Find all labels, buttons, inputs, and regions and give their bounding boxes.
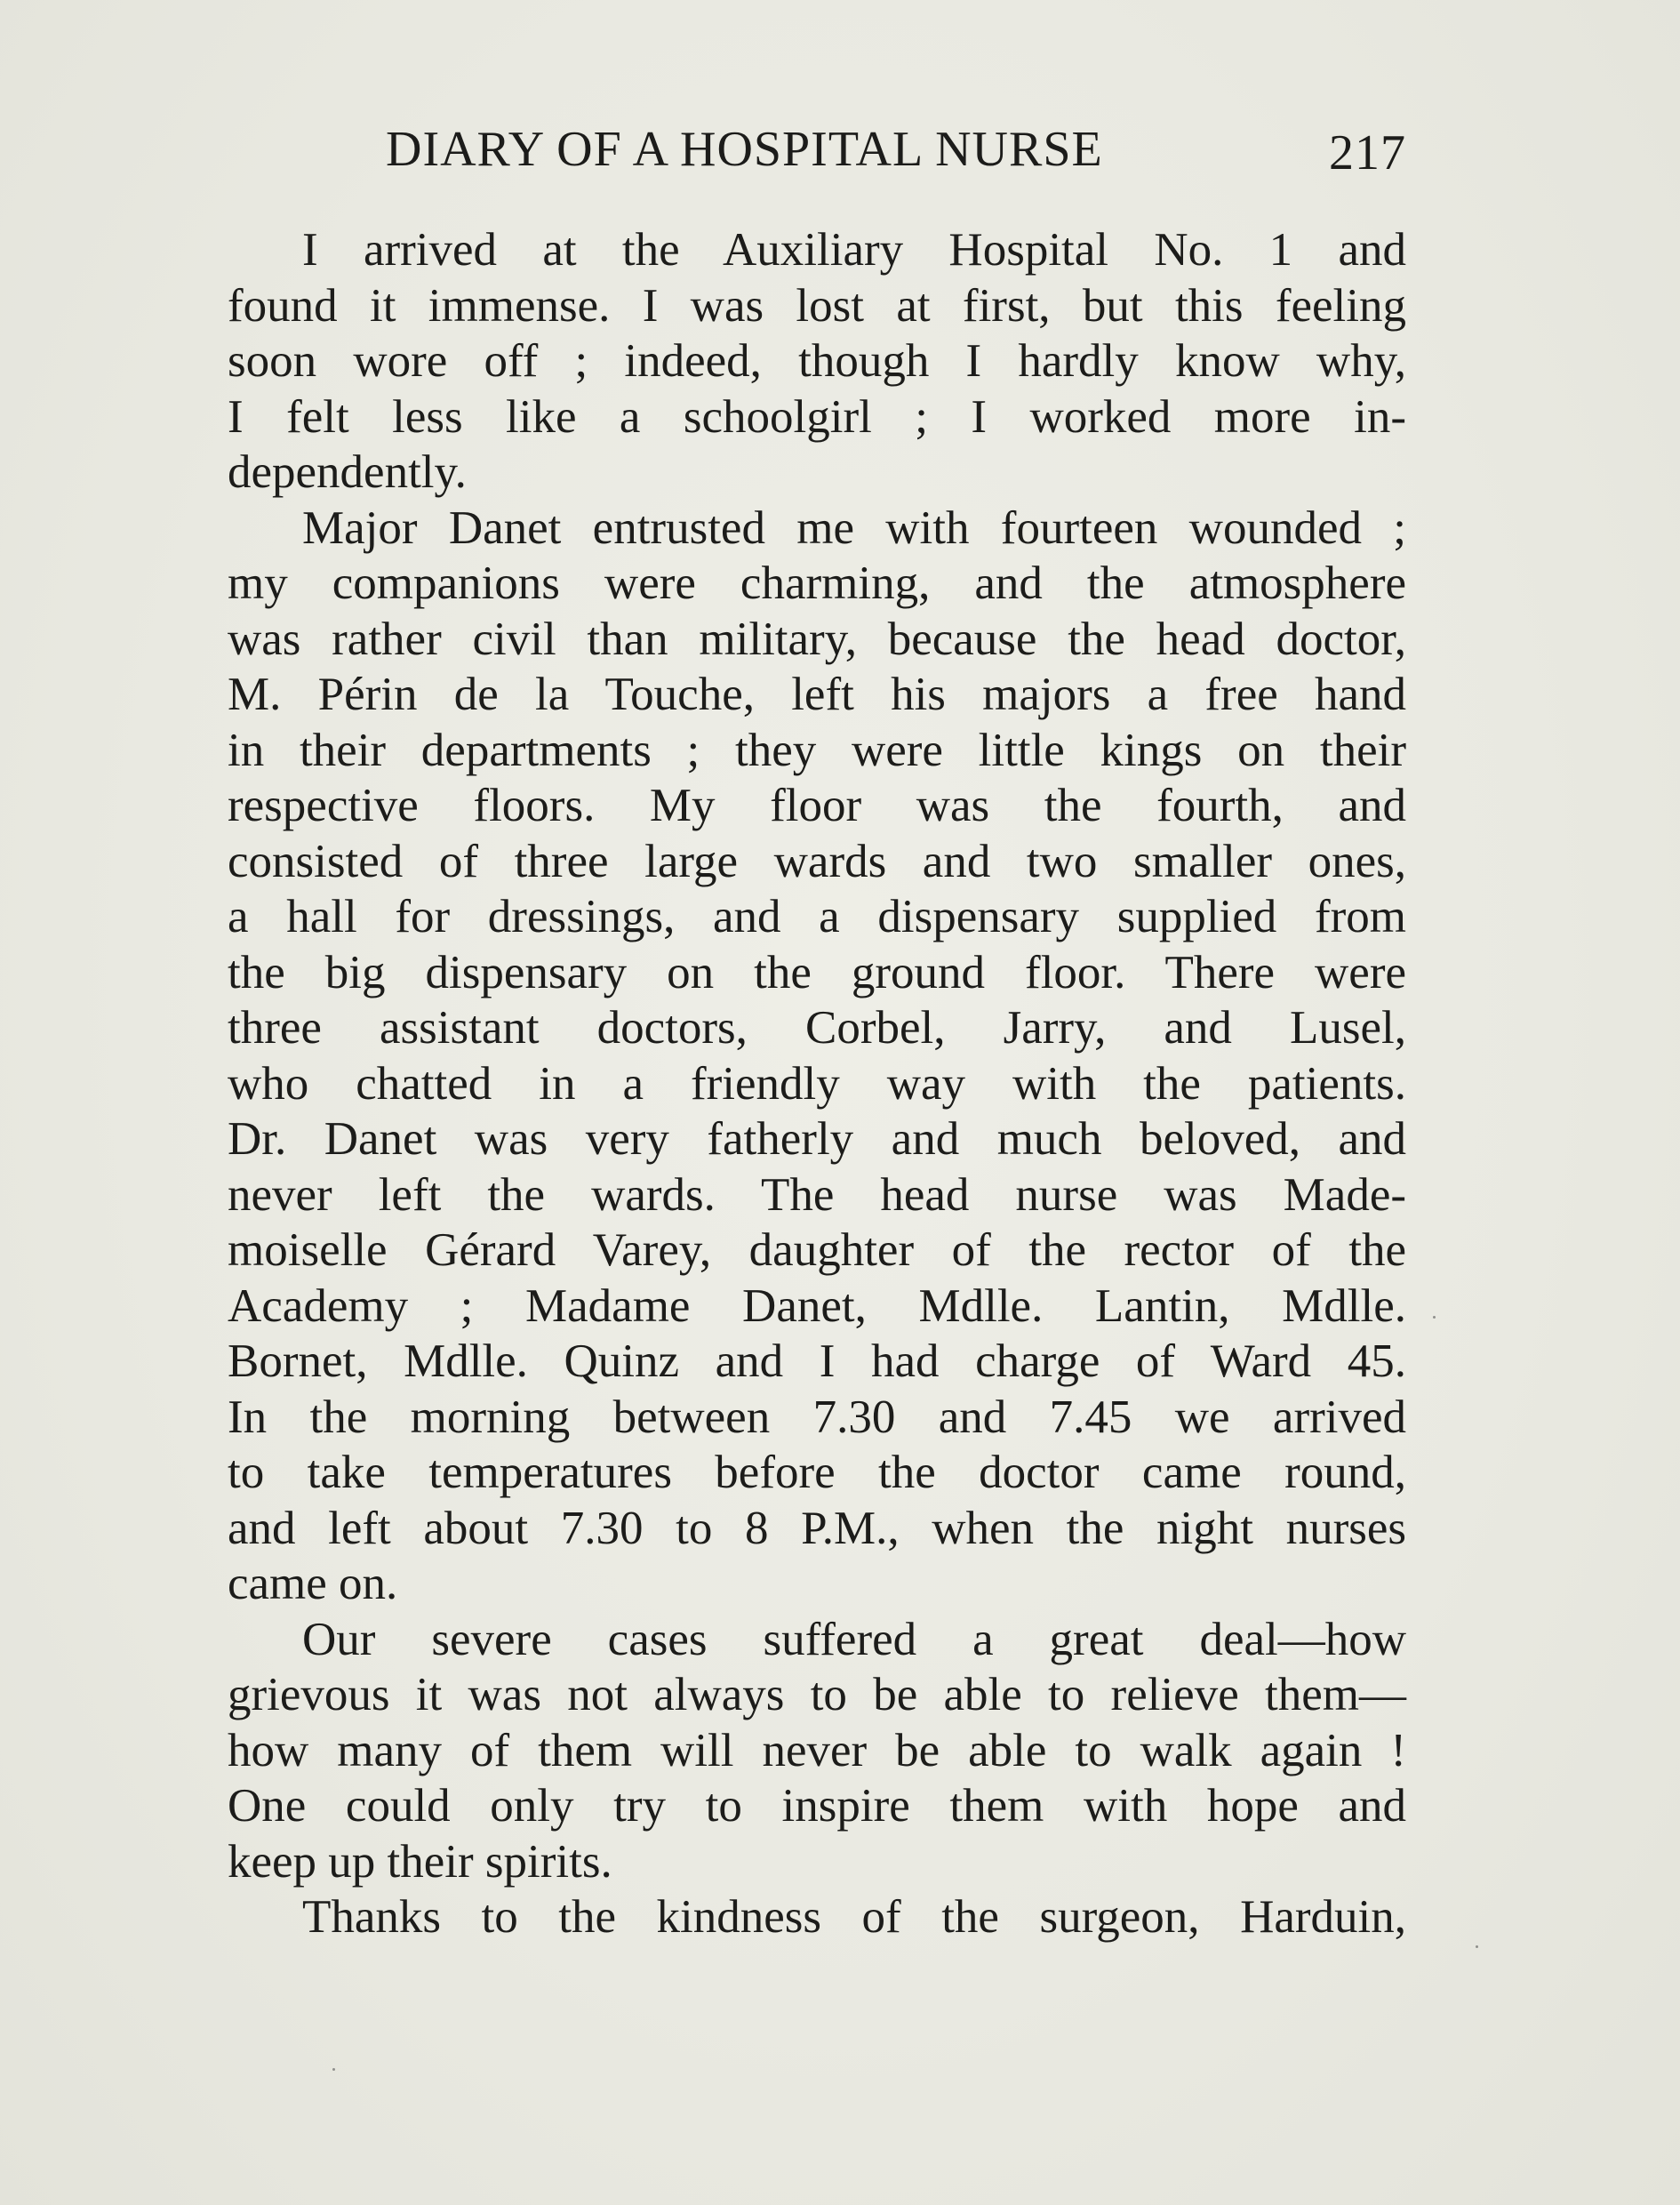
text-line: in their departments ; they were little kings on their	[228, 724, 1406, 776]
paper-speck	[1433, 1316, 1436, 1319]
body-text	[228, 222, 1406, 1945]
text-line: my companions were charming, and the atmosphere	[228, 557, 1406, 609]
text-line: dependently.	[228, 446, 467, 498]
text-line: I felt less like a schoolgirl ; I worked more in-	[228, 390, 1406, 443]
paragraph	[228, 501, 1406, 1612]
text-line: soon wore off ; indeed, though I hardly know why,	[228, 335, 1406, 387]
text-line: Thanks to the kindness of the surgeon, Harduin,	[302, 1891, 1406, 1943]
paragraph	[228, 1612, 1406, 1890]
text-line: I arrived at the Auxiliary Hospital No. 1 and	[302, 224, 1406, 276]
text-line: Major Danet entrusted me with fourteen wounded ;	[302, 501, 1406, 554]
text-line: consisted of three large wards and two smaller ones,	[228, 835, 1406, 887]
text-line: grievous it was not always to be able to relieve them—	[228, 1669, 1406, 1720]
running-head: DIARY OF A HOSPITAL NURSE	[386, 122, 1103, 177]
text-line: M. Périn de la Touche, left his majors a free hand	[228, 669, 1406, 720]
text-line: Dr. Danet was very fatherly and much beloved, and	[228, 1113, 1406, 1165]
text-line: keep up their spirits.	[228, 1835, 612, 1888]
page-header	[228, 121, 1406, 192]
text-line: and left about 7.30 to 8 P.M., when the night nurses	[228, 1502, 1406, 1554]
text-line: was rather civil than military, because the head doctor,	[228, 613, 1406, 665]
text-line: to take temperatures before the doctor came round,	[228, 1447, 1406, 1498]
paper-speck	[1476, 1945, 1478, 1948]
text-line: came on.	[228, 1558, 398, 1609]
paragraph	[228, 222, 1406, 501]
paragraph	[228, 1889, 1406, 1945]
text-line: Our severe cases suffered a great deal—how	[302, 1613, 1406, 1665]
text-line: Academy ; Madame Danet, Mdlle. Lantin, Mdlle.	[228, 1279, 1406, 1332]
text-line: how many of them will never be able to walk again !	[228, 1724, 1406, 1776]
text-line: who chatted in a friendly way with the patients.	[228, 1057, 1406, 1110]
page-number: 217	[1329, 125, 1406, 180]
text-line: moiselle Gérard Varey, daughter of the rector of the	[228, 1224, 1406, 1276]
text-line: respective floors. My floor was the fourth, and	[228, 780, 1406, 831]
text-line: never left the wards. The head nurse was Made-	[228, 1168, 1406, 1221]
paper-speck	[332, 2068, 335, 2071]
text-line: a hall for dressings, and a dispensary supplied from	[228, 891, 1406, 942]
text-line: Bornet, Mdlle. Quinz and I had charge of Ward 45.	[228, 1335, 1406, 1387]
text-line: the big dispensary on the ground floor. There were	[228, 946, 1406, 998]
text-line: found it immense. I was lost at first, but this feeling	[228, 279, 1406, 332]
text-line: In the morning between 7.30 and 7.45 we arrived	[228, 1391, 1406, 1443]
text-line: three assistant doctors, Corbel, Jarry, and Lusel,	[228, 1002, 1406, 1054]
text-line: One could only try to inspire them with hope and	[228, 1780, 1406, 1832]
